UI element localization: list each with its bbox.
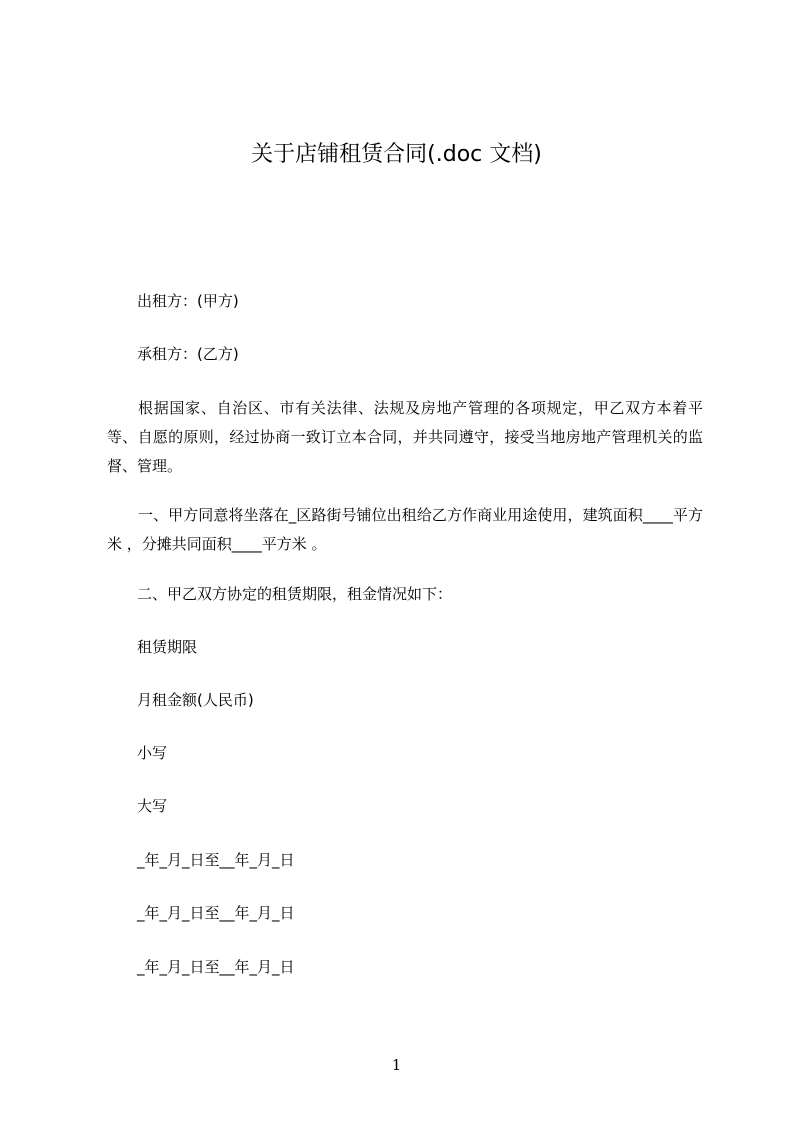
- lessor-line: 出租方：(甲方): [137, 292, 239, 310]
- lowercase-label: 小写: [137, 744, 168, 762]
- clause-two-line: 二、甲乙双方协定的租赁期限，租金情况如下：: [137, 585, 453, 603]
- period-row: _年_月_日至__年_月_日: [137, 904, 295, 922]
- lease-term-label: 租赁期限: [137, 638, 198, 656]
- uppercase-label: 大写: [137, 797, 168, 815]
- document-title: 关于店铺租赁合同(.doc 文档): [251, 142, 542, 167]
- preamble-paragraph: 根据国家、自治区、市有关法律、法规及房地产管理的各项规定，甲乙双方本着平等、自愿的原则，经过协商一致订立本合同，并共同遵守，接受当地房地产管理机关的监督、管理。: [107, 399, 703, 475]
- page-number: 1: [391, 1056, 402, 1074]
- lessee-line: 承租方：(乙方): [137, 345, 239, 363]
- clause-one-paragraph: 一、甲方同意将坐落在_区路街号铺位出租给乙方作商业用途使用，建筑面积____平方米 ，分摊共同面积____平方米 。: [107, 506, 703, 553]
- period-row: _年_月_日至__年_月_日: [137, 958, 295, 976]
- period-row: _年_月_日至__年_月_日: [137, 851, 295, 869]
- monthly-rent-label: 月租金额(人民币): [137, 691, 254, 709]
